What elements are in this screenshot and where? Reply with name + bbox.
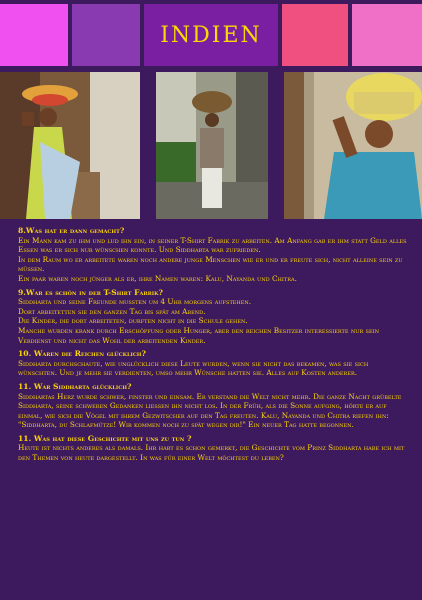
paragraph: Ein Mann kam zu ihm und lud ihn ein, in seiner T-Shirt Fabrik zu arbeiten. Am Anfang gab er ihm statt Geld alles Essen was er sich nur wünschen konnte. Und Siddharta war zufrieden. <box>18 235 407 255</box>
paragraph: Die Kinder, die dort arbeiteten, durften nicht in die Schule gehen. <box>18 316 248 326</box>
section-9 <box>18 288 408 346</box>
paragraph: Siddharta und seine Freunde mussten um 4 Uhr morgens aufstehen. <box>18 297 252 307</box>
color-block-5 <box>352 4 422 66</box>
section-8 <box>18 226 408 284</box>
section-heading: 8.Was hat er dann gemacht? <box>18 226 125 235</box>
section-heading: 11. War Siddharta glücklich? <box>18 381 132 391</box>
section-heading: 9.War es schön in der T-Shirt Fabrik? <box>18 287 163 297</box>
photo-man-with-basket <box>156 72 268 219</box>
section-10 <box>18 349 408 378</box>
color-block-2 <box>72 4 140 66</box>
section-11a <box>18 382 408 430</box>
paragraph: Heute ist nichts anderes als damals. Ihr habt es schon gemerkt, die Geschichte vom Prinz Siddharta habe ich mit den Themen von heute dargestellt. In was für einer Welt möchtest du leben? <box>18 443 405 463</box>
photo-strip <box>0 72 422 219</box>
paragraph: Ein paar waren noch jünger als er, ihre Namen waren: Kalu, Nayanda und Chitra. <box>18 273 297 283</box>
page-title: INDIEN <box>160 22 262 48</box>
paragraph: Manche wurden krank durch Erschöpfung oder Hunger, aber den reichen Besitzer interessierte nur sein Verdienst und nicht das Wohl der arbeitenden Kinder. <box>18 325 379 345</box>
section-heading: 11. Was hat diese Geschichte mit uns zu tun ? <box>18 433 192 443</box>
paragraph: Siddhartas Herz wurde schwer, finster und einsam. Er verstand die Welt nicht mehr. Die ganze Nacht grübelte Siddharta, seine schweren Gedanken liessen ihn nicht los. In der Früh, als die Sonne aufging, hörte er auf einmal, wie sich die Vögel mit ihrem Gezwitscher auf den Tag freuten. Kalu, Nayanda und Chitra riefen ihn: "Siddharta, du Schlafmütze! Wir kommen noch zu spät wegen dir!" Ein neuer Tag hatte begonnen. <box>18 391 402 430</box>
paragraph: In dem Raum wo er arbeitete waren noch andere junge Menschen wie er und er freute sich, nicht alleine sein zu müssen. <box>18 254 403 274</box>
paragraph: Siddharta durchschaute, wie unglücklich diese Leute wurden, wenn sie nicht das bekamen, was sie sich wünschten. Und je mehr sie verdienten, umso mehr Wünsche hatten sie. Alles auf Kosten anderer. <box>18 358 369 378</box>
story-text <box>18 226 408 467</box>
section-11b <box>18 434 408 463</box>
color-block-4 <box>282 4 348 66</box>
header-bar <box>0 0 422 66</box>
color-block-1 <box>0 4 68 66</box>
photo-worker-with-sack <box>284 72 422 219</box>
paragraph: Dort arbeitetten sie den ganzen Tag bis spät am Abend. <box>18 306 206 316</box>
section-heading: 10. Waren die Reichen glücklich? <box>18 349 146 359</box>
photo-woman-with-bowl <box>0 72 140 219</box>
